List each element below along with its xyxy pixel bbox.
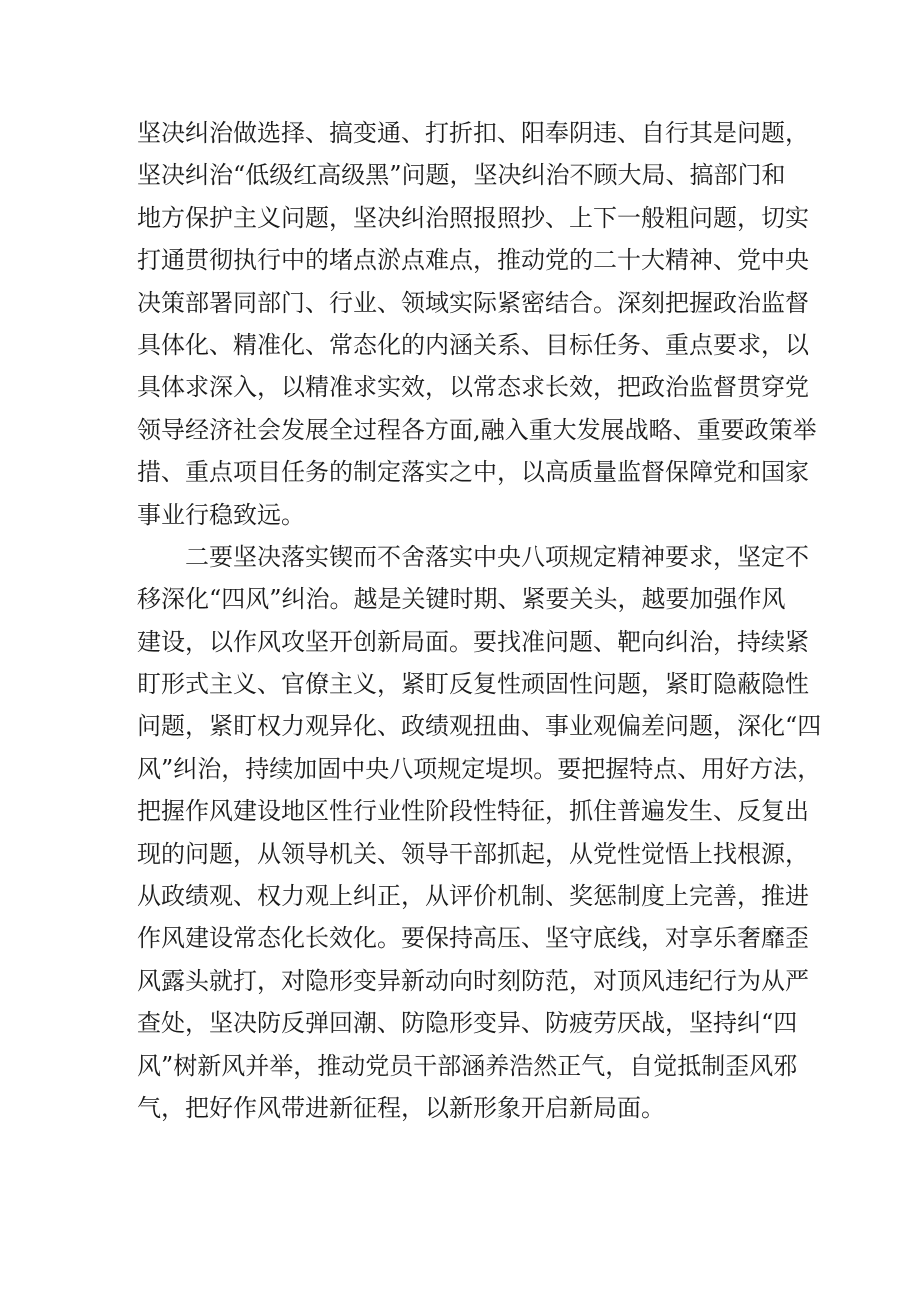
text-line: 作风建设常态化长效化。要保持高压、坚守底线，对享乐奢靡歪 bbox=[137, 924, 809, 953]
text-line: 地方保护主义问题，坚决纠治照报照抄、上下一般粗问题，切实 bbox=[137, 203, 809, 232]
text-line: 现的问题，从领导机关、领导干部抓起，从党性觉悟上找根源， bbox=[137, 839, 809, 868]
text-line: 风”纠治，持续加固中央八项规定堤坝。要把握特点、用好方法， bbox=[137, 754, 822, 783]
text-line: 气，把好作风带进新征程，以新形象开启新局面。 bbox=[137, 1093, 665, 1122]
paragraph-1 bbox=[137, 112, 817, 536]
document-body bbox=[137, 112, 822, 1129]
text-line: 打通贯彻执行中的堵点淤点难点，推动党的二十大精神、党中央 bbox=[137, 246, 809, 275]
text-line: 决策部署同部门、行业、领域实际紧密结合。深刻把握政治监督 bbox=[137, 288, 809, 317]
text-line: 查处，坚决防反弹回潮、防隐形变异、防疲劳厌战，坚持纠“四 bbox=[137, 1009, 798, 1038]
text-line: 二要坚决落实锲而不舍落实中央八项规定精神要求，坚定不 bbox=[137, 542, 809, 571]
text-line: 移深化“四风”纠治。越是关键时期、紧要关头，越要加强作风 bbox=[137, 585, 786, 614]
text-line: 具体求深入，以精准求实效，以常态求长效，把政治监督贯穿党 bbox=[137, 373, 809, 402]
text-line: 把握作风建设地区性行业性阶段性特征，抓住普遍发生、反复出 bbox=[137, 797, 809, 826]
text-line: 风露头就打，对隐形变异新动向时刻防范，对顶风违纪行为从严 bbox=[137, 966, 809, 995]
text-line: 盯形式主义、官僚主义，紧盯反复性顽固性问题，紧盯隐蔽隐性 bbox=[137, 670, 809, 699]
text-line: 具体化、精准化、常态化的内涵关系、目标任务、重点要求，以 bbox=[137, 330, 809, 359]
text-line: 问题，紧盯权力观异化、政绩观扭曲、事业观偏差问题，深化“四 bbox=[137, 712, 822, 741]
text-line: 措、重点项目任务的制定落实之中，以高质量监督保障党和国家 bbox=[137, 458, 809, 487]
text-line: 坚决纠治“低级红高级黑”问题，坚决纠治不顾大局、搞部门和 bbox=[137, 161, 786, 190]
text-line: 风”树新风并举，推动党员干部涵养浩然正气，自觉抵制歪风邪 bbox=[137, 1051, 798, 1080]
text-line: 事业行稳致远。 bbox=[137, 500, 305, 529]
text-line: 从政绩观、权力观上纠正，从评价机制、奖惩制度上完善，推进 bbox=[137, 882, 809, 911]
text-line: 领导经济社会发展全过程各方面,融入重大发展战略、重要政策举 bbox=[137, 415, 817, 444]
text-line: 建设，以作风攻坚开创新局面。要找准问题、靶向纠治，持续紧 bbox=[137, 627, 809, 656]
text-line: 坚决纠治做选择、搞变通、打折扣、阳奉阴违、自行其是问题， bbox=[137, 119, 809, 147]
paragraph-2 bbox=[137, 536, 822, 1129]
